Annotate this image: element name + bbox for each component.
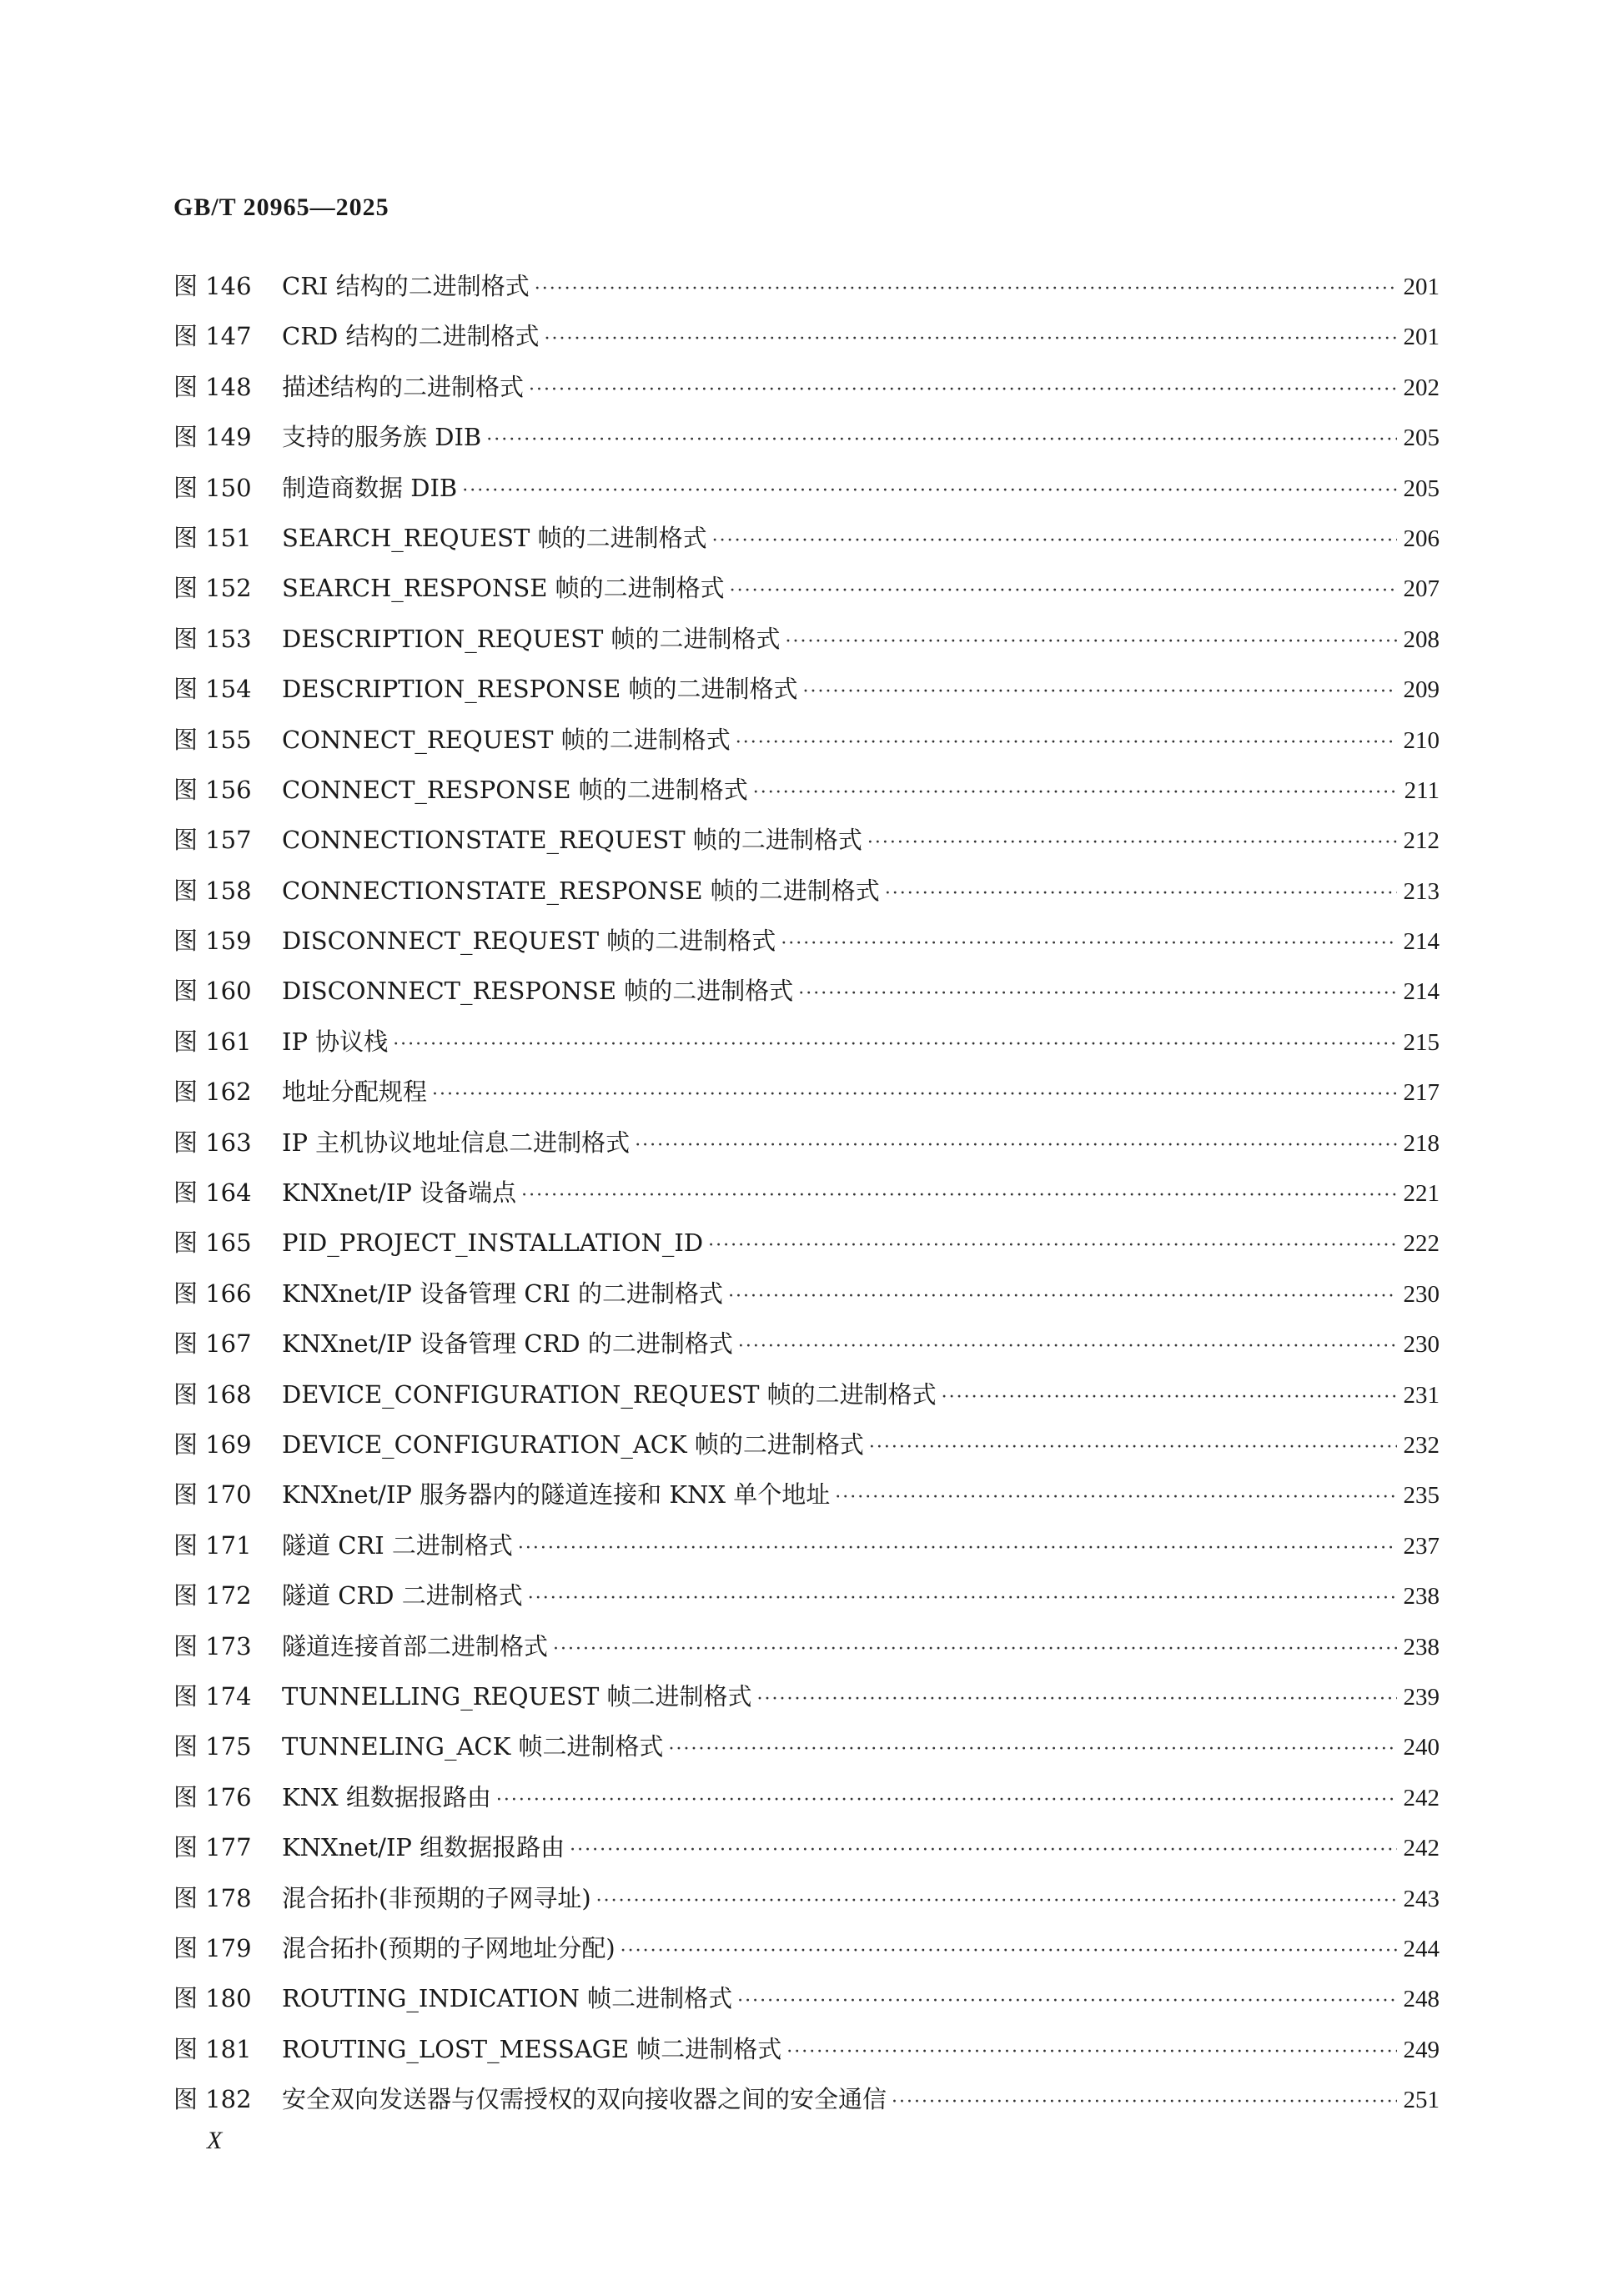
figure-title: 隧道 CRI 二进制格式 <box>282 1530 513 1560</box>
toc-entry[interactable] <box>173 1118 1440 1168</box>
figure-number: 图 180 <box>173 1984 252 2013</box>
figure-number: 图 170 <box>173 1480 252 1510</box>
toc-entry[interactable] <box>173 1269 1440 1319</box>
toc-entry[interactable] <box>173 1369 1440 1419</box>
toc-entry[interactable] <box>173 1621 1440 1671</box>
dot-leader <box>786 617 1397 667</box>
page-number: 201 <box>1403 324 1440 351</box>
page-number: 212 <box>1403 827 1440 855</box>
figure-title: PID_PROJECT_INSTALLATION_ID <box>282 1228 704 1258</box>
page-number: 207 <box>1403 575 1440 603</box>
dot-leader <box>545 314 1397 364</box>
toc-entry[interactable] <box>173 1470 1440 1520</box>
figure-title: 制造商数据 DIB <box>282 473 458 502</box>
figure-title: CONNECTIONSTATE_RESPONSE 帧的二进制格式 <box>282 876 880 905</box>
figure-number: 图 164 <box>173 1178 252 1208</box>
toc-entry[interactable] <box>173 1973 1440 2023</box>
page-number: 221 <box>1403 1180 1440 1208</box>
figure-title: 混合拓扑(预期的子网地址分配) <box>282 1933 616 1962</box>
page-number: 232 <box>1403 1431 1440 1459</box>
dot-leader <box>486 415 1396 465</box>
toc-entry[interactable] <box>173 1218 1440 1268</box>
figure-number: 图 149 <box>173 423 252 452</box>
figure-number: 图 177 <box>173 1833 252 1862</box>
figure-number: 图 159 <box>173 927 252 956</box>
page-number: 249 <box>1403 2036 1440 2063</box>
figure-number: 图 163 <box>173 1128 252 1157</box>
figure-title: DISCONNECT_REQUEST 帧的二进制格式 <box>282 927 776 956</box>
page-number: 235 <box>1403 1482 1440 1510</box>
page-number: 215 <box>1403 1028 1440 1056</box>
toc-entry[interactable] <box>173 513 1440 563</box>
dot-leader <box>737 1977 1396 2027</box>
page-number: 230 <box>1403 1280 1440 1308</box>
dot-leader <box>596 1876 1397 1927</box>
dot-leader <box>570 1826 1396 1876</box>
page-number: 205 <box>1403 475 1440 502</box>
dot-leader <box>798 969 1396 1019</box>
dot-leader <box>803 667 1397 717</box>
figure-number: 图 148 <box>173 372 252 401</box>
figure-title: KNXnet/IP 设备管理 CRI 的二进制格式 <box>282 1279 724 1308</box>
dot-leader <box>892 2077 1396 2128</box>
toc-entry[interactable] <box>173 1067 1440 1117</box>
page-number: 251 <box>1403 2087 1440 2114</box>
dot-leader <box>867 818 1397 868</box>
figure-title: SEARCH_REQUEST 帧的二进制格式 <box>282 523 707 552</box>
page-number: 244 <box>1403 1935 1440 1962</box>
page-numeral: X <box>207 2127 223 2154</box>
figure-number: 图 157 <box>173 826 252 855</box>
dot-leader <box>432 1070 1396 1120</box>
dot-leader <box>738 1322 1397 1372</box>
toc-entry[interactable] <box>173 614 1440 664</box>
figure-title: DESCRIPTION_RESPONSE 帧的二进制格式 <box>282 675 798 704</box>
toc-entry[interactable] <box>173 1721 1440 1771</box>
figure-list <box>173 261 1440 2124</box>
toc-entry[interactable] <box>173 815 1440 865</box>
page-number: 206 <box>1403 525 1440 552</box>
figure-number: 图 147 <box>173 322 252 351</box>
toc-entry[interactable] <box>173 1017 1440 1067</box>
dot-leader <box>635 1121 1396 1171</box>
figure-title: DEVICE_CONFIGURATION_REQUEST 帧的二进制格式 <box>282 1379 937 1409</box>
document-standard-number: GB/T 20965—2025 <box>173 193 389 221</box>
page-number: 240 <box>1403 1734 1440 1761</box>
page-number: 231 <box>1403 1381 1440 1409</box>
dot-leader <box>462 466 1396 516</box>
figure-title: DEVICE_CONFIGURATION_ACK 帧的二进制格式 <box>282 1429 864 1459</box>
figure-number: 图 174 <box>173 1681 252 1711</box>
figure-title: KNX 组数据报路由 <box>282 1782 491 1811</box>
page-number: 214 <box>1403 928 1440 956</box>
dot-leader <box>757 1675 1397 1725</box>
page-number: 237 <box>1403 1532 1440 1560</box>
figure-number: 图 155 <box>173 725 252 754</box>
dot-leader <box>869 1423 1397 1473</box>
figure-number: 图 181 <box>173 2034 252 2063</box>
page-number: 213 <box>1403 877 1440 905</box>
toc-entry[interactable] <box>173 463 1440 513</box>
toc-entry[interactable] <box>173 1319 1440 1369</box>
figure-number: 图 168 <box>173 1379 252 1409</box>
page-number: 208 <box>1403 625 1440 653</box>
figure-title: ROUTING_INDICATION 帧二进制格式 <box>282 1984 733 2013</box>
figure-number: 图 151 <box>173 523 252 552</box>
dot-leader <box>753 768 1398 818</box>
page-number: 230 <box>1403 1331 1440 1359</box>
page-number: 222 <box>1403 1230 1440 1258</box>
dot-leader <box>708 1221 1396 1271</box>
toc-entry[interactable] <box>173 2024 1440 2074</box>
figure-number: 图 173 <box>173 1631 252 1660</box>
dot-leader <box>496 1776 1397 1826</box>
page-number: 214 <box>1403 978 1440 1006</box>
toc-entry[interactable] <box>173 412 1440 462</box>
dot-leader <box>393 1020 1396 1070</box>
toc-entry[interactable] <box>173 563 1440 613</box>
figure-title: SEARCH_RESPONSE 帧的二进制格式 <box>282 574 725 603</box>
dot-leader <box>942 1373 1397 1423</box>
figure-title: TUNNELING_ACK 帧二进制格式 <box>282 1732 664 1761</box>
figure-number: 图 179 <box>173 1933 252 1962</box>
toc-entry[interactable] <box>173 311 1440 361</box>
dot-leader <box>553 1625 1396 1675</box>
toc-entry[interactable] <box>173 966 1440 1016</box>
figure-title: ROUTING_LOST_MESSAGE 帧二进制格式 <box>282 2034 782 2063</box>
figure-title: 描述结构的二进制格式 <box>282 372 525 401</box>
dot-leader <box>736 718 1397 768</box>
figure-title: 安全双向发送器与仅需授权的双向接收器之间的安全通信 <box>282 2085 887 2114</box>
dot-leader <box>535 264 1397 314</box>
figure-title: DESCRIPTION_REQUEST 帧的二进制格式 <box>282 624 781 653</box>
figure-number: 图 172 <box>173 1581 252 1610</box>
toc-entry[interactable] <box>173 1822 1440 1872</box>
toc-entry[interactable] <box>173 362 1440 412</box>
page-number: 248 <box>1403 1986 1440 2013</box>
page-number: 201 <box>1403 274 1440 300</box>
toc-entry[interactable] <box>173 1168 1440 1218</box>
toc-entry[interactable] <box>173 664 1440 714</box>
dot-leader <box>728 1272 1396 1322</box>
page-number: 218 <box>1403 1129 1440 1157</box>
figure-title: 混合拓扑(非预期的子网寻址) <box>282 1883 591 1912</box>
page-number: 238 <box>1403 1633 1440 1660</box>
figure-title: KNXnet/IP 服务器内的隧道连接和 KNX 单个地址 <box>282 1480 831 1510</box>
toc-entry[interactable] <box>173 765 1440 815</box>
figure-title: IP 主机协议地址信息二进制格式 <box>282 1128 631 1157</box>
figure-title: TUNNELLING_REQUEST 帧二进制格式 <box>282 1681 752 1711</box>
figure-number: 图 162 <box>173 1078 252 1107</box>
dot-leader <box>786 2027 1396 2077</box>
figure-title: CRD 结构的二进制格式 <box>282 322 540 351</box>
dot-leader <box>528 1574 1397 1624</box>
page-number: 239 <box>1403 1683 1440 1711</box>
page-number: 211 <box>1404 776 1440 804</box>
toc-entry[interactable] <box>173 1570 1440 1620</box>
dot-leader <box>668 1725 1396 1775</box>
figure-number: 图 182 <box>173 2085 252 2114</box>
figure-number: 图 158 <box>173 876 252 905</box>
figure-title: IP 协议栈 <box>282 1027 389 1056</box>
figure-number: 图 154 <box>173 675 252 704</box>
figure-title: CONNECT_REQUEST 帧的二进制格式 <box>282 725 731 754</box>
figure-number: 图 166 <box>173 1279 252 1308</box>
figure-title: KNXnet/IP 组数据报路由 <box>282 1833 565 1862</box>
figure-title: KNXnet/IP 设备管理 CRD 的二进制格式 <box>282 1329 733 1359</box>
figure-number: 图 176 <box>173 1782 252 1811</box>
figure-number: 图 175 <box>173 1732 252 1761</box>
figure-title: CRI 结构的二进制格式 <box>282 272 530 300</box>
figure-number: 图 153 <box>173 624 252 653</box>
figure-title: CONNECT_RESPONSE 帧的二进制格式 <box>282 775 748 804</box>
dot-leader <box>518 1524 1397 1574</box>
figure-number: 图 169 <box>173 1429 252 1459</box>
toc-entry[interactable] <box>173 866 1440 916</box>
figure-title: 隧道连接首部二进制格式 <box>282 1631 549 1660</box>
toc-entry[interactable] <box>173 1923 1440 1973</box>
dot-leader <box>712 516 1397 566</box>
figure-title: 支持的服务族 DIB <box>282 423 482 452</box>
dot-leader <box>781 919 1396 969</box>
figure-title: CONNECTIONSTATE_REQUEST 帧的二进制格式 <box>282 826 862 855</box>
figure-title: 隧道 CRD 二进制格式 <box>282 1581 523 1610</box>
figure-number: 图 178 <box>173 1883 252 1912</box>
dot-leader <box>529 365 1396 415</box>
page-number: 243 <box>1403 1885 1440 1912</box>
figure-number: 图 160 <box>173 977 252 1006</box>
dot-leader <box>621 1927 1397 1977</box>
figure-title: 地址分配规程 <box>282 1078 428 1107</box>
dot-leader <box>885 869 1397 919</box>
page-number: 202 <box>1403 374 1440 401</box>
toc-entry[interactable] <box>173 715 1440 765</box>
figure-number: 图 150 <box>173 473 252 502</box>
page-number: 242 <box>1403 1784 1440 1811</box>
page-number: 205 <box>1403 425 1440 452</box>
dot-leader <box>521 1171 1396 1221</box>
page-number: 242 <box>1403 1835 1440 1862</box>
dot-leader <box>835 1473 1396 1523</box>
figure-number: 图 165 <box>173 1228 252 1258</box>
figure-number: 图 146 <box>173 272 252 300</box>
toc-entry[interactable] <box>173 1873 1440 1923</box>
figure-number: 图 171 <box>173 1530 252 1560</box>
page-number: 210 <box>1403 726 1440 754</box>
figure-title: KNXnet/IP 设备端点 <box>282 1178 517 1208</box>
figure-number: 图 156 <box>173 775 252 804</box>
page-number: 209 <box>1403 676 1440 704</box>
figure-title: DISCONNECT_RESPONSE 帧的二进制格式 <box>282 977 794 1006</box>
figure-number: 图 167 <box>173 1329 252 1359</box>
toc-entry[interactable] <box>173 1772 1440 1822</box>
toc-entry[interactable] <box>173 2074 1440 2124</box>
toc-entry[interactable] <box>173 1520 1440 1570</box>
toc-entry[interactable] <box>173 916 1440 966</box>
figure-number: 图 161 <box>173 1027 252 1056</box>
figure-number: 图 152 <box>173 574 252 603</box>
page-number: 217 <box>1403 1079 1440 1107</box>
toc-entry[interactable] <box>173 1671 1440 1721</box>
dot-leader <box>730 566 1397 616</box>
toc-entry[interactable] <box>173 1419 1440 1470</box>
toc-entry[interactable] <box>173 261 1440 311</box>
page-number: 238 <box>1403 1583 1440 1610</box>
